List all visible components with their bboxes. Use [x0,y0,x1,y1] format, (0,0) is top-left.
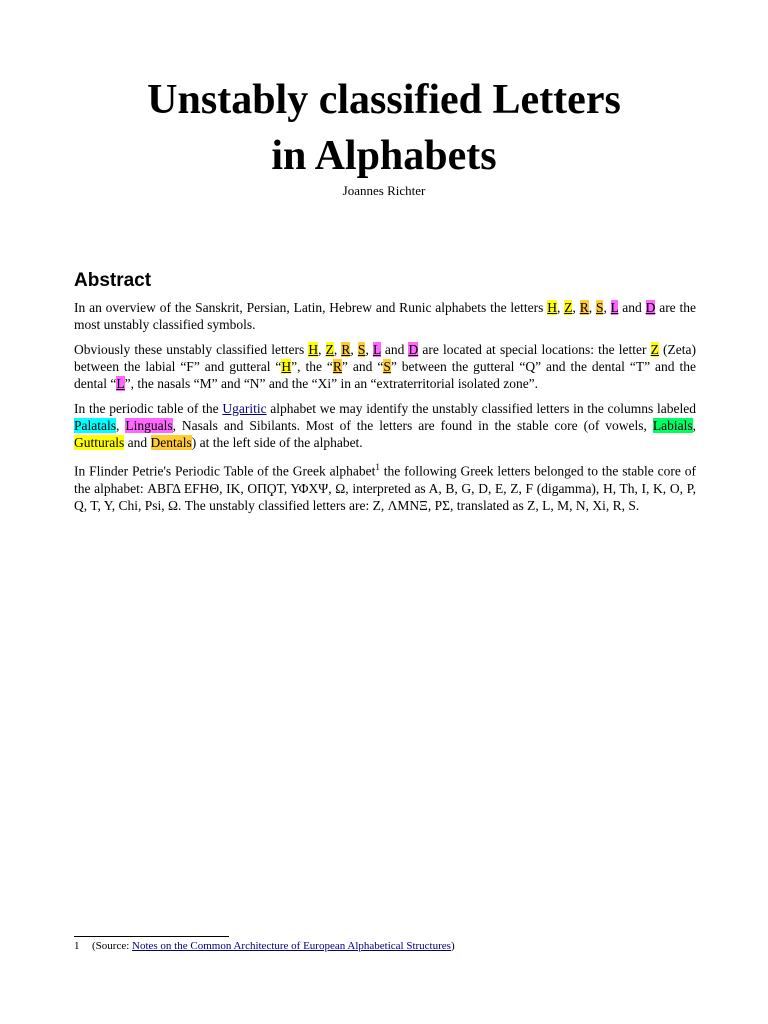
letter-z: Z [650,342,659,357]
letter-l: L [372,342,381,357]
footnote-source-link[interactable]: Notes on the Common Architecture of European Alphabetical Structures [132,940,451,952]
letter-s: S [383,359,391,374]
letter-l: L [116,376,125,391]
label-labials: Labials [652,418,693,433]
footnote-number: 1 [74,940,80,952]
letter-d: D [645,300,656,315]
letter-s: S [357,342,366,357]
label-palatals: Palatals [74,418,116,433]
letter-d: D [408,342,419,357]
footnote-ref[interactable]: 1 [375,462,380,472]
letter-r: R [579,300,589,315]
ugaritic-link[interactable]: Ugaritic [222,401,267,416]
author-name: Joannes Richter [342,183,426,198]
document-title [0,72,768,184]
paragraph-3: In the periodic table of the Ugaritic alphabet we may identify the unstably classified letters in the columns labeled Palatals, Linguals, Nasals and Sibilants. Most of the letters are found in the stable core (of vowels, Labials, Gutturals and Dentals) at the left side of the alphabet. [74,401,697,450]
letter-h: H [547,300,558,315]
letter-r: R [332,359,342,374]
letter-s: S [595,300,604,315]
title-line-2: in Alphabets [271,133,497,179]
label-dentals: Dentals [150,435,192,450]
title-line-1: Unstably classified Letters [147,77,621,123]
abstract-body [74,299,696,522]
footnote: 1 (Source: Notes on the Common Architecture of European Alphabetical Structures) [74,940,455,952]
letter-r: R [341,342,351,357]
footnote-separator [74,936,229,937]
letter-l: L [610,300,619,315]
abstract-heading: Abstract [74,270,152,291]
letter-h: H [281,359,292,374]
label-linguals: Linguals [125,418,173,433]
letter-z: Z [564,300,573,315]
letter-z: Z [325,342,334,357]
paragraph-2: Obviously these unstably classified letters H, Z, R, S, L and D are located at special locations: the letter Z (Zeta) between the labial “F” and gutteral “H”, the “R” and “S” between the gutteral “Q” and the dental “T” and the dental “L”, the nasals “M” and “N” and the “Xi” in an “extraterritorial isolated zone”. [74,342,697,391]
label-gutturals: Gutturals [74,435,125,450]
paragraph-4: In Flinder Petrie's Periodic Table of the Greek alphabet$^1$ the following Greek letters belonged to the stable core of the alphabet: ΑΒΓΔ ΕFΗΘ, ΙΚ, ΟΠϘΤ, ΥΦΧΨ, Ω, interpreted as A, B, G, D, E, Z, F (digamma), H, Th, I, K, O, P, Q, T, Y, Chi, Psi, Ω. The unstably classified letters are: Z, ΛΜΝΞ, PΣ, translated as Z, L, M, N, Xi, R, S. [74,462,696,513]
paragraph-1: In an overview of the Sanskrit, Persian, Latin, Hebrew and Runic alphabets the letters H, Z, R, S, L and D are the most unstably classified symbols. [74,300,697,332]
letter-h: H [308,342,319,357]
